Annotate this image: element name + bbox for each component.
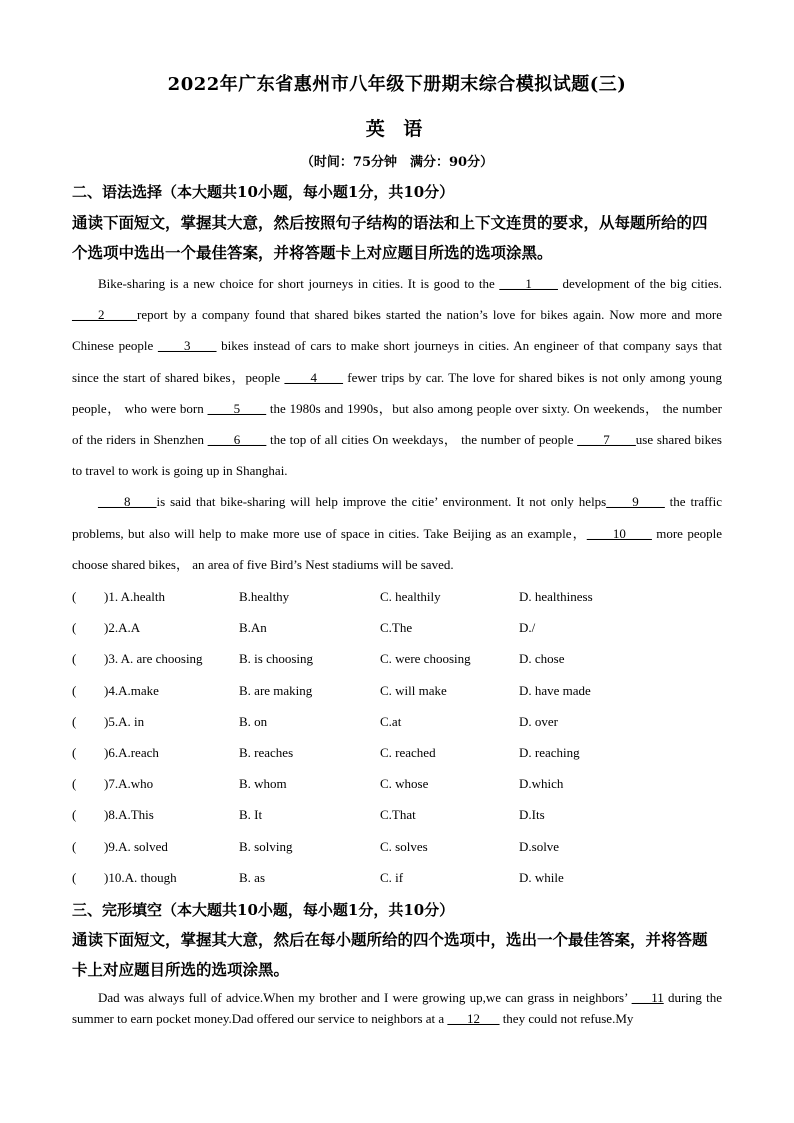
option-a: )4.A.make <box>104 682 159 698</box>
option-d: D. reaching <box>519 744 580 760</box>
option-c: C. if <box>380 869 404 885</box>
section-3-heading: 三、完形填空（本大题共10小题，每小题1分，共10分） <box>72 901 455 919</box>
option-c: C.at <box>380 713 402 729</box>
answer-paren[interactable]: ( <box>72 620 77 636</box>
option-d: D.Its <box>519 807 545 823</box>
question-row-2 <box>72 614 722 645</box>
blank-10: ____10____ <box>586 525 652 541</box>
question-row-10 <box>72 864 722 895</box>
blank-2: ____2_____ <box>72 307 137 323</box>
blank-11: ___11 <box>631 990 664 1005</box>
answer-paren[interactable]: ( <box>72 589 77 604</box>
option-a: )5.A. in <box>104 713 145 729</box>
question-row-8 <box>72 801 722 832</box>
answer-paren[interactable]: ( <box>72 869 77 885</box>
question-row-5 <box>72 708 722 739</box>
option-b: B. is choosing <box>239 651 314 667</box>
question-row-4 <box>72 677 722 708</box>
section-2-passage <box>72 268 722 580</box>
option-b: B. solving <box>239 838 293 854</box>
answer-paren[interactable]: ( <box>72 838 77 854</box>
option-d: D.solve <box>519 838 560 854</box>
option-c: C. solves <box>380 838 428 854</box>
question-row-6 <box>72 739 722 770</box>
option-c: C.The <box>380 620 413 636</box>
option-a: )1. A.health <box>104 589 166 604</box>
option-a: )7.A.who <box>104 776 154 792</box>
blank-5: ____5____ <box>207 400 267 416</box>
option-b: B. on <box>239 713 268 729</box>
blank-12: ___12___ <box>447 1011 500 1026</box>
question-row-3 <box>72 645 722 676</box>
option-a: )9.A. solved <box>104 838 168 854</box>
option-c: C. were choosing <box>380 651 471 667</box>
option-d: D./ <box>519 620 536 636</box>
option-c: C.That <box>380 807 416 823</box>
answer-paren[interactable]: ( <box>72 682 77 698</box>
option-c: C. healthily <box>380 589 441 604</box>
answer-paren[interactable]: ( <box>72 651 77 667</box>
option-a: )2.A.A <box>104 620 141 636</box>
question-row-1 <box>72 583 722 614</box>
blank-3: ____3____ <box>157 338 217 354</box>
time-score-info: （时间：75分钟 满分：90分） <box>300 155 494 170</box>
question-row-7 <box>72 770 722 801</box>
blank-8: ____8____ <box>98 494 157 510</box>
section-2-options <box>72 583 722 895</box>
answer-paren[interactable]: ( <box>72 713 77 729</box>
answer-paren[interactable]: ( <box>72 807 77 823</box>
option-a: )3. A. are choosing <box>104 651 203 667</box>
option-a: )6.A.reach <box>104 744 159 760</box>
option-d: D. while <box>519 869 564 885</box>
option-c: C. whose <box>380 776 429 792</box>
passage-paragraph-1: Bike-sharing is a new choice for short journeys in cities. It is good to the ____1____ development of the big cities. ____2_____report by a company found that shared bikes started the nation’s love for bikes again. Now more and more Chinese people ____3____ bikes instead of cars to make short journeys in cities. An engineer of that company says that since the start of shared bikes，people ____4____ fewer trips by car. The love for shared bikes is not only among young people， who were born ____5____ the 1980s and 1990s，but also among people over sixty. On weekends， the number of the riders in Shenzhen ____6____ the top of all cities On weekdays， the number of people ____7____use shared bikes to travel to work is going up in Shanghai. <box>72 276 723 479</box>
option-b: B. reaches <box>239 744 294 760</box>
blank-6: ____6____ <box>207 432 267 448</box>
section-2-heading: 二、语法选择（本大题共10小题，每小题1分，共10分） <box>72 183 455 201</box>
option-a: )10.A. though <box>104 869 177 885</box>
option-c: C. will make <box>380 682 447 698</box>
option-d: D. chose <box>519 651 565 667</box>
option-c: C. reached <box>380 744 436 760</box>
option-b: B. It <box>239 807 263 823</box>
passage-paragraph-2: ____8____is said that bike-sharing will help improve the citie’ environment. It not only helps____9____ the traffic problems, but also will help to make more use of space in cities. Take Beijing as an example，____10____ more people choose shared bikes， an area of five Bird’s Nest stadiums will be saved. <box>72 494 723 572</box>
option-b: B.healthy <box>239 589 290 604</box>
option-a: )8.A.This <box>104 807 154 823</box>
option-d: D.which <box>519 776 564 792</box>
answer-paren[interactable]: ( <box>72 744 77 760</box>
option-d: D. have made <box>519 682 591 698</box>
option-b: B.An <box>239 620 267 636</box>
section-3-instruction: 通读下面短文，掌握其大意，然后在每小题所给的四个选项中，选出一个最佳答案，并将答题卡上对应题目所选的选项涂黑。 <box>72 930 708 979</box>
option-d: D. over <box>519 713 558 729</box>
option-d: D. healthiness <box>519 589 593 604</box>
exam-title: 2022年广东省惠州市八年级下册期末综合模拟试题(三) <box>167 74 627 95</box>
subject-title: 英 语 <box>365 118 429 140</box>
section-2-instruction: 通读下面短文，掌握其大意，然后按照句子结构的语法和上下文连贯的要求，从每题所给的四个选项中选出一个最佳答案，并将答题卡上对应题目所选的选项涂黑。 <box>72 213 708 262</box>
option-b: B. whom <box>239 776 287 792</box>
blank-1: ____1____ <box>499 276 558 291</box>
question-row-9 <box>72 833 722 864</box>
cloze-paragraph-1: Dad was always full of advice.When my brother and I were growing up,we can grass in neighbors’ ___11 during the summer to earn pocket money.Dad offered our service to neighbors at a ___12___ they could not refuse.My <box>72 990 722 1026</box>
option-b: B. as <box>239 869 265 885</box>
section-3-passage <box>72 987 722 1029</box>
option-b: B. are making <box>239 682 313 698</box>
blank-7: ____7____ <box>577 432 636 448</box>
blank-4: ____4____ <box>284 369 343 385</box>
blank-9: ____9____ <box>606 494 665 510</box>
answer-paren[interactable]: ( <box>72 776 77 792</box>
